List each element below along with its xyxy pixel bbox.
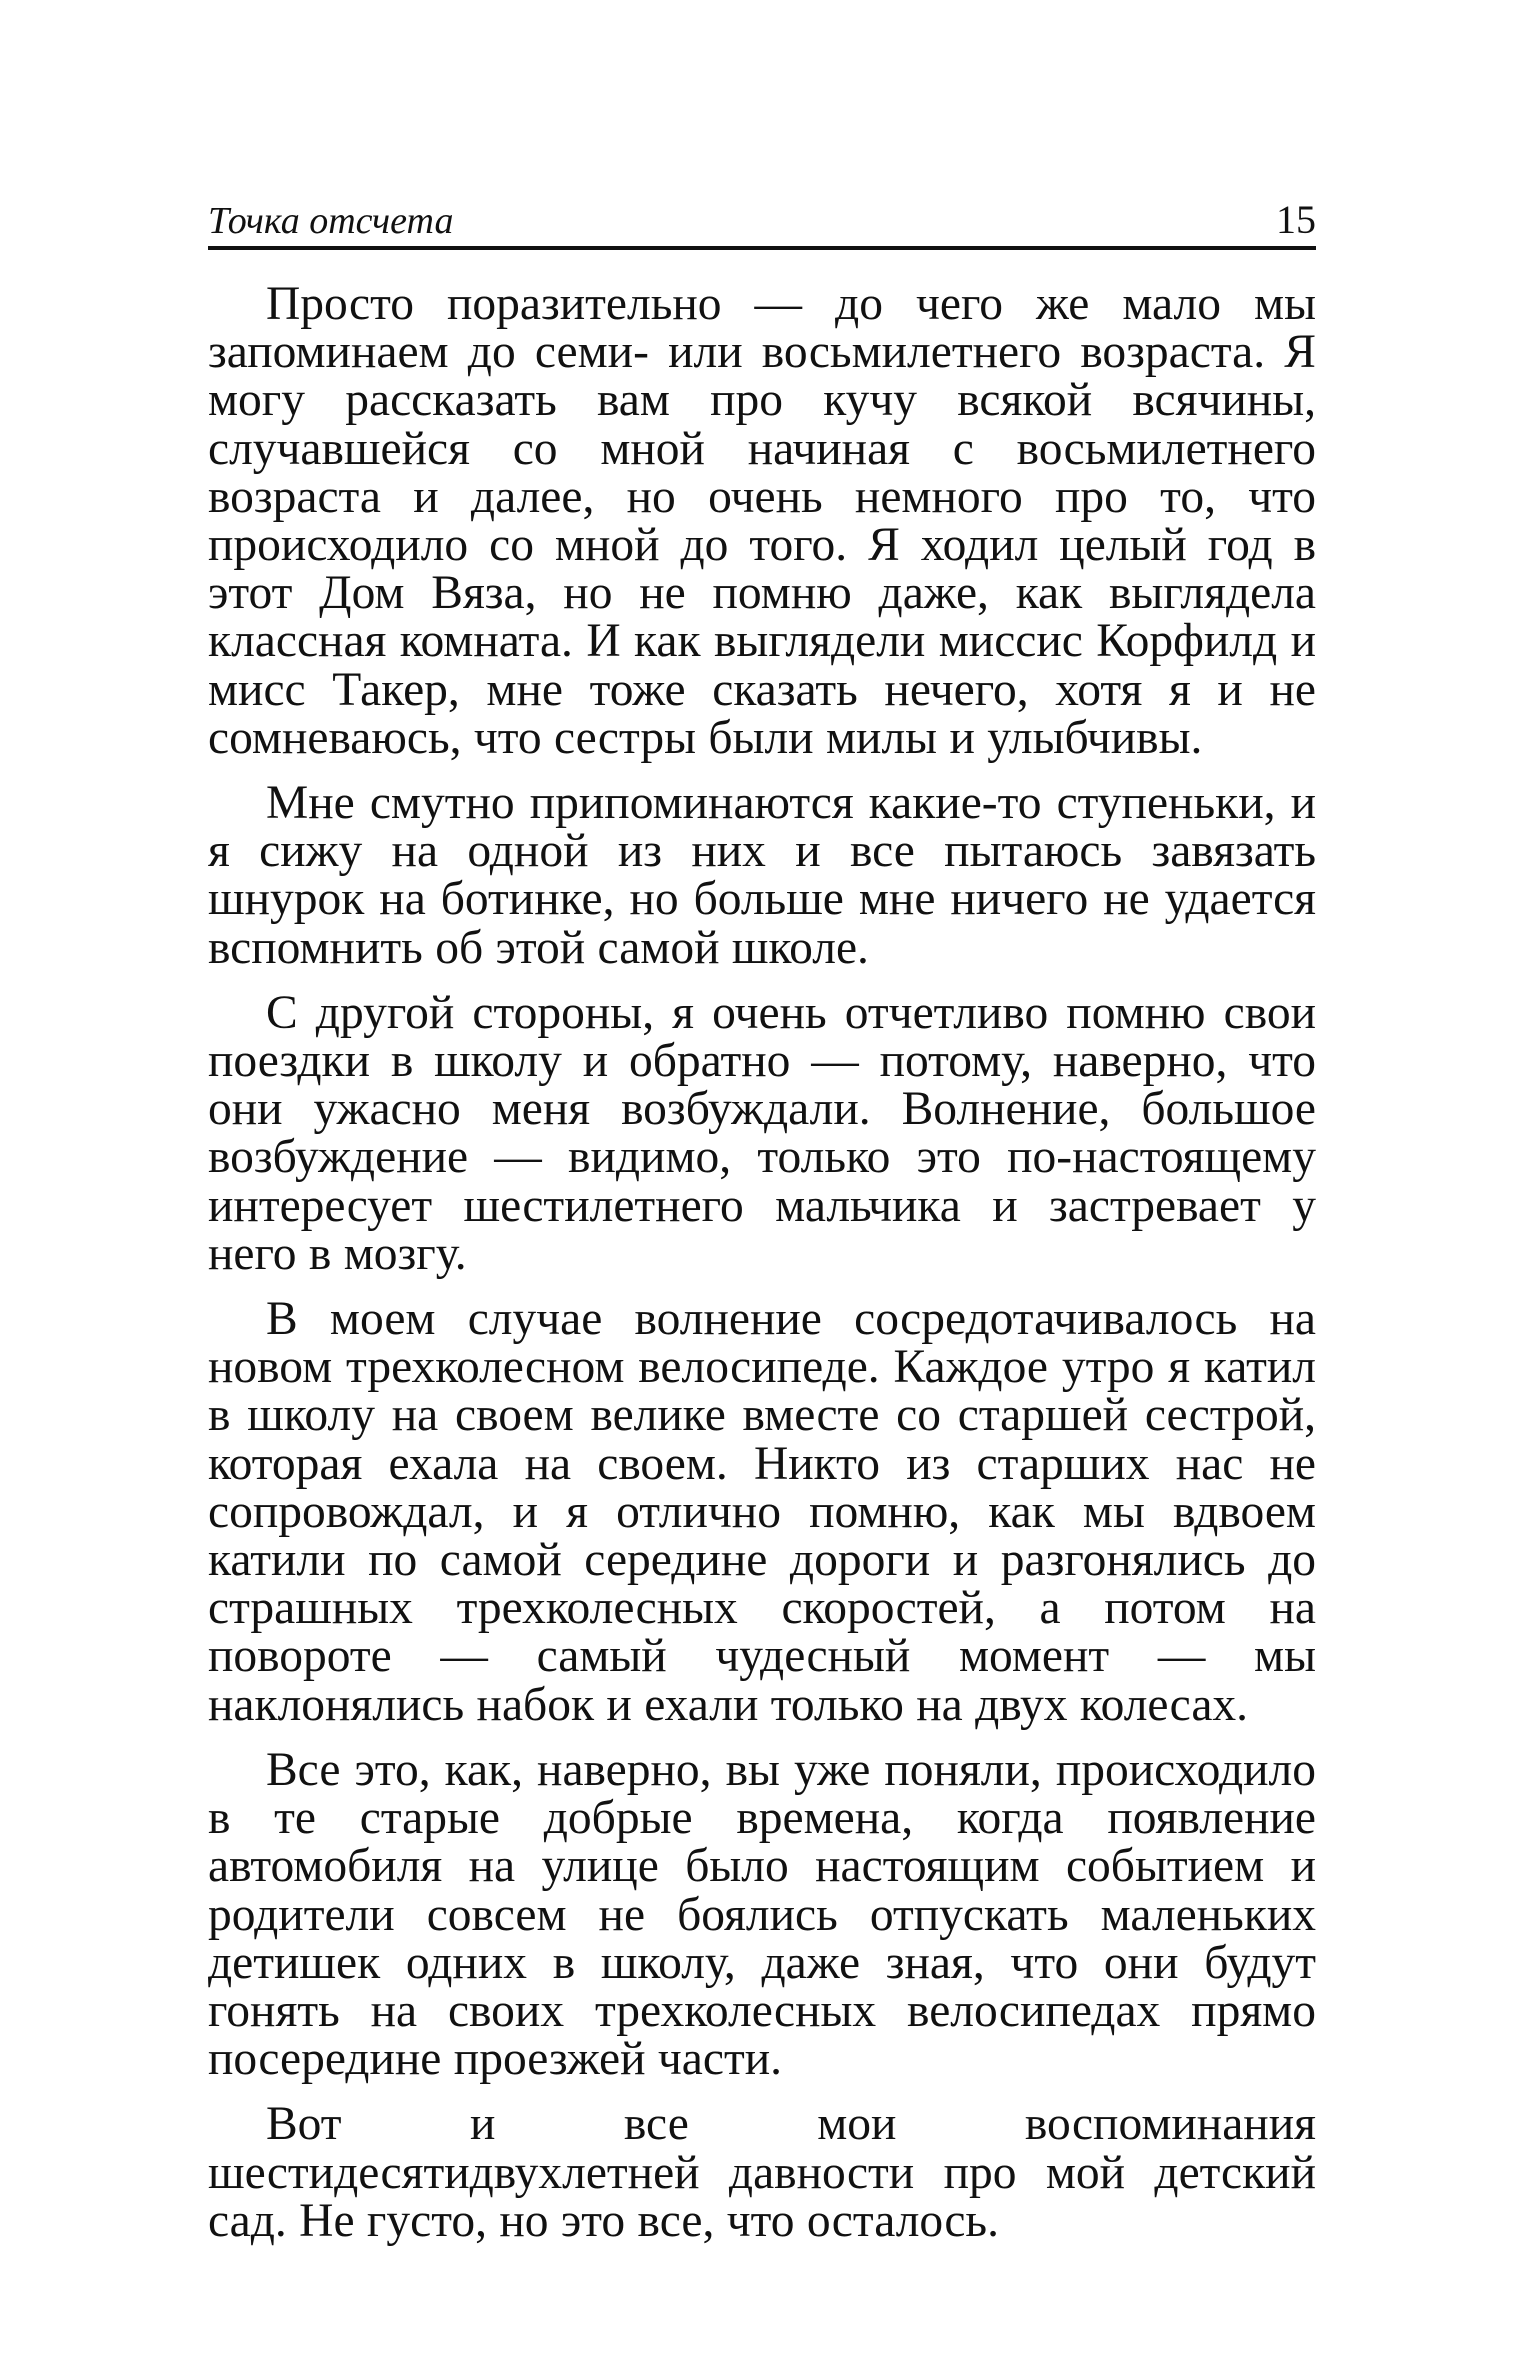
page-number: 15 [1276,197,1316,242]
paragraph: Все это, как, наверно, вы уже поняли, происходило в те старые добрые времена, когда появление автомобиля на улице было настоящим событием и родители совсем не боялись отпускать маленьких детишек одних в школу, даже зная, что они будут гонять на своих трехколесных велосипедах прямо посередине проезжей части. [208,1743,1316,2086]
book-page [208,188,1316,2262]
running-title: Точка отсчета [208,200,454,242]
paragraph: Мне смутно припоминаются какие-то ступеньки, и я сижу на одной из них и все пытаюсь завязать шнурок на ботинке, но больше мне ничего не удается вспомнить об этой самой школе. [208,777,1316,974]
running-head [208,188,1316,250]
paragraph: Просто поразительно — до чего же мало мы запоминаем до семи- или восьмилетнего возраста. Я могу рассказать вам про кучу всякой всячины, случавшейся со мной начиная с восьмилетнего возраста и далее, но очень немного про то, что происходило со мной до того. Я ходил целый год в этот Дом Вяза, но не помню даже, как выглядела классная комната. И как выглядели миссис Корфилд и мисс Такер, мне тоже сказать нечего, хотя я и не сомневаюсь, что сестры были милы и улыбчивы. [208,278,1316,764]
paragraph: С другой стороны, я очень отчетливо помню свои поездки в школу и обратно — потому, наверно, что они ужасно меня возбуждали. Волнение, большое возбуждение — видимо, только это по-настоящему интересует шестилетнего мальчика и застревает у него в мозгу. [208,986,1316,1280]
body-text [208,280,1316,2245]
paragraph: В моем случае волнение сосредотачивалось на новом трехколесном велосипеде. Каждое утро я катил в школу на своем велике вместе со старшей сестрой, которая ехала на своем. Никто из старших нас не сопровождал, и я отлично помню, как мы вдвоем катили по самой середине дороги и разгонялись до страшных трехколесных скоростей, а потом на повороте — самый чудесный момент — мы наклонялись набок и ехали только на двух колесах. [208,1293,1316,1731]
paragraph: Вот и все мои воспоминания шестидесятидвухлетней давности про мой детский сад. Не густо, но это все, что осталось. [208,2098,1316,2247]
